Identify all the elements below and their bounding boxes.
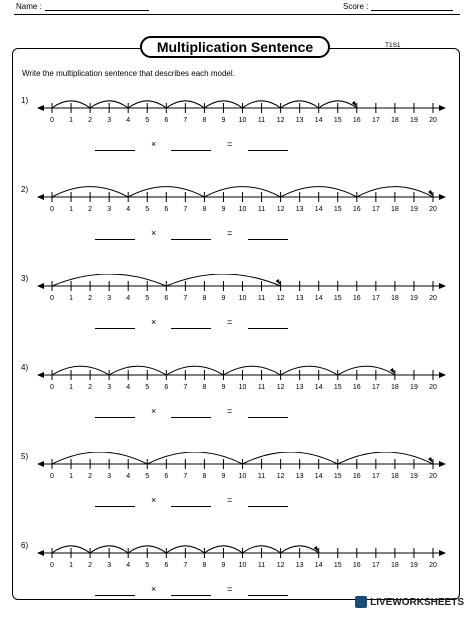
tick-label: 6 bbox=[164, 473, 169, 480]
arrow-right-icon bbox=[439, 372, 446, 378]
name-label: Name : bbox=[16, 2, 42, 11]
tick-label: 6 bbox=[164, 206, 169, 213]
tick-label: 15 bbox=[333, 562, 342, 569]
tick-label: 13 bbox=[295, 562, 304, 569]
tick-label: 4 bbox=[126, 117, 131, 124]
tick-label: 10 bbox=[238, 384, 247, 391]
tick-label: 8 bbox=[202, 473, 207, 480]
arrow-right-icon bbox=[439, 283, 446, 289]
tick-label: 7 bbox=[183, 473, 188, 480]
factor-1-blank[interactable] bbox=[95, 585, 135, 596]
tick-label: 0 bbox=[50, 562, 54, 569]
number-line bbox=[0, 185, 474, 219]
tick-label: 15 bbox=[333, 206, 342, 213]
tick-label: 4 bbox=[126, 473, 131, 480]
tick-label: 1 bbox=[69, 206, 74, 213]
times-sign: × bbox=[151, 584, 157, 594]
factor-1-blank[interactable] bbox=[95, 496, 135, 507]
equals-sign: = bbox=[227, 406, 233, 416]
equals-sign: = bbox=[227, 584, 233, 594]
factor-1-blank[interactable] bbox=[95, 140, 135, 151]
tick-label: 12 bbox=[276, 206, 285, 213]
tick-label: 9 bbox=[221, 206, 226, 213]
tick-label: 18 bbox=[391, 473, 399, 480]
problem-number: 2) bbox=[21, 185, 29, 194]
tick-label: 14 bbox=[314, 117, 323, 124]
factor-1-blank[interactable] bbox=[95, 229, 135, 240]
hop-arc bbox=[166, 366, 223, 375]
tick-label: 2 bbox=[88, 295, 93, 302]
tick-label: 20 bbox=[429, 562, 437, 569]
tick-label: 3 bbox=[107, 206, 112, 213]
tick-label: 13 bbox=[295, 384, 304, 391]
problem-2 bbox=[0, 185, 474, 265]
equals-sign: = bbox=[227, 139, 233, 149]
arrow-right-icon bbox=[439, 550, 446, 556]
tick-label: 20 bbox=[429, 384, 437, 391]
tick-label: 7 bbox=[183, 562, 188, 569]
tick-label: 3 bbox=[107, 562, 112, 569]
tick-label: 9 bbox=[221, 473, 226, 480]
score-label: Score : bbox=[343, 2, 369, 11]
tick-label: 2 bbox=[88, 562, 93, 569]
tick-label: 7 bbox=[183, 384, 188, 391]
tick-label: 2 bbox=[88, 117, 93, 124]
tick-label: 17 bbox=[371, 384, 380, 391]
tick-label: 2 bbox=[88, 473, 93, 480]
tick-label: 14 bbox=[314, 295, 323, 302]
tick-label: 3 bbox=[107, 117, 112, 124]
tick-label: 1 bbox=[69, 473, 74, 480]
tick-label: 1 bbox=[69, 562, 74, 569]
tick-label: 20 bbox=[429, 473, 437, 480]
factor-2-blank[interactable] bbox=[171, 407, 211, 418]
answer-row bbox=[0, 496, 474, 508]
hop-arc bbox=[243, 452, 338, 464]
arrow-right-icon bbox=[439, 461, 446, 467]
tick-label: 19 bbox=[410, 117, 418, 124]
tick-label: 3 bbox=[107, 384, 112, 391]
tick-label: 19 bbox=[410, 562, 418, 569]
tick-label: 20 bbox=[429, 206, 437, 213]
factor-2-blank[interactable] bbox=[171, 318, 211, 329]
tick-label: 13 bbox=[295, 295, 304, 302]
tick-label: 16 bbox=[352, 206, 361, 213]
equals-sign: = bbox=[227, 317, 233, 327]
tick-label: 17 bbox=[371, 562, 380, 569]
tick-label: 13 bbox=[295, 206, 304, 213]
tick-label: 5 bbox=[145, 117, 150, 124]
problem-number: 1) bbox=[21, 96, 29, 105]
tick-label: 9 bbox=[221, 117, 226, 124]
product-blank[interactable] bbox=[248, 140, 288, 151]
tick-label: 10 bbox=[238, 117, 247, 124]
tick-label: 14 bbox=[314, 384, 323, 391]
tick-label: 12 bbox=[276, 384, 285, 391]
arrow-left-icon bbox=[37, 194, 44, 200]
tick-label: 1 bbox=[69, 295, 74, 302]
factor-2-blank[interactable] bbox=[171, 140, 211, 151]
tick-label: 18 bbox=[391, 384, 399, 391]
tick-label: 19 bbox=[410, 295, 418, 302]
answer-row bbox=[0, 407, 474, 419]
tick-label: 11 bbox=[257, 295, 266, 302]
tick-label: 13 bbox=[295, 117, 304, 124]
product-blank[interactable] bbox=[248, 496, 288, 507]
tick-label: 18 bbox=[391, 562, 399, 569]
tick-label: 3 bbox=[107, 295, 112, 302]
name-field bbox=[16, 2, 149, 11]
product-blank[interactable] bbox=[248, 318, 288, 329]
hop-arc bbox=[338, 366, 395, 375]
tick-label: 10 bbox=[238, 206, 247, 213]
tick-label: 9 bbox=[221, 562, 226, 569]
arrow-left-icon bbox=[37, 461, 44, 467]
product-blank[interactable] bbox=[248, 229, 288, 240]
times-sign: × bbox=[151, 495, 157, 505]
factor-2-blank[interactable] bbox=[171, 229, 211, 240]
tick-label: 2 bbox=[88, 206, 93, 213]
tick-label: 9 bbox=[221, 295, 226, 302]
tick-label: 16 bbox=[352, 473, 361, 480]
hop-arc bbox=[52, 452, 147, 464]
problem-4 bbox=[0, 363, 474, 443]
tick-label: 14 bbox=[314, 473, 323, 480]
instructions: Write the multiplication sentence that describes each model. bbox=[22, 69, 235, 78]
tick-label: 8 bbox=[202, 562, 207, 569]
hop-arc bbox=[52, 366, 109, 375]
arrow-left-icon bbox=[37, 372, 44, 378]
tick-label: 5 bbox=[145, 206, 150, 213]
tick-label: 16 bbox=[352, 384, 361, 391]
tick-label: 5 bbox=[145, 384, 150, 391]
tick-label: 10 bbox=[238, 295, 247, 302]
tick-label: 18 bbox=[391, 206, 399, 213]
tick-label: 5 bbox=[145, 473, 150, 480]
arrow-right-icon bbox=[439, 105, 446, 111]
tick-label: 14 bbox=[314, 206, 323, 213]
product-blank[interactable] bbox=[248, 407, 288, 418]
problem-3 bbox=[0, 274, 474, 354]
tick-label: 0 bbox=[50, 295, 54, 302]
problem-number: 6) bbox=[21, 541, 29, 550]
tick-label: 2 bbox=[88, 384, 93, 391]
times-sign: × bbox=[151, 406, 157, 416]
tick-label: 14 bbox=[314, 562, 323, 569]
times-sign: × bbox=[151, 228, 157, 238]
hop-arc bbox=[281, 366, 338, 375]
problem-number: 3) bbox=[21, 274, 29, 283]
tick-label: 11 bbox=[257, 117, 266, 124]
problem-6 bbox=[0, 541, 474, 621]
times-sign: × bbox=[151, 139, 157, 149]
factor-2-blank[interactable] bbox=[171, 585, 211, 596]
footer-brand bbox=[355, 596, 464, 608]
equals-sign: = bbox=[227, 228, 233, 238]
tick-label: 10 bbox=[238, 562, 247, 569]
tick-label: 19 bbox=[410, 384, 418, 391]
hop-arc bbox=[109, 366, 166, 375]
tick-label: 0 bbox=[50, 473, 54, 480]
tick-label: 19 bbox=[410, 473, 418, 480]
tick-label: 15 bbox=[333, 117, 342, 124]
score-line bbox=[371, 2, 453, 11]
tick-label: 16 bbox=[352, 562, 361, 569]
tick-label: 15 bbox=[333, 384, 342, 391]
tick-label: 7 bbox=[183, 117, 188, 124]
tick-label: 20 bbox=[429, 117, 437, 124]
factor-1-blank[interactable] bbox=[95, 407, 135, 418]
tick-label: 11 bbox=[257, 384, 266, 391]
tick-label: 4 bbox=[126, 295, 131, 302]
tick-label: 6 bbox=[164, 117, 169, 124]
tick-label: 15 bbox=[333, 473, 342, 480]
problem-1 bbox=[0, 96, 474, 176]
tick-label: 13 bbox=[295, 473, 304, 480]
number-line bbox=[0, 274, 474, 308]
hop-arc bbox=[147, 452, 242, 464]
tick-label: 8 bbox=[202, 295, 207, 302]
tick-label: 12 bbox=[276, 295, 285, 302]
tick-label: 3 bbox=[107, 473, 112, 480]
number-line bbox=[0, 96, 474, 130]
tick-label: 16 bbox=[352, 117, 361, 124]
arrow-left-icon bbox=[37, 550, 44, 556]
tick-label: 6 bbox=[164, 562, 169, 569]
tick-label: 11 bbox=[257, 206, 266, 213]
answer-row bbox=[0, 318, 474, 330]
tick-label: 8 bbox=[202, 117, 207, 124]
factor-1-blank[interactable] bbox=[95, 318, 135, 329]
tick-label: 17 bbox=[371, 117, 380, 124]
tick-label: 0 bbox=[50, 384, 54, 391]
tick-label: 17 bbox=[371, 295, 380, 302]
worksheet-title: Multiplication Sentence bbox=[140, 36, 330, 58]
liveworksheets-logo-icon bbox=[355, 596, 367, 608]
arrow-right-icon bbox=[439, 194, 446, 200]
tick-label: 7 bbox=[183, 295, 188, 302]
header-rule bbox=[14, 14, 460, 15]
tick-label: 17 bbox=[371, 206, 380, 213]
number-line bbox=[0, 452, 474, 486]
name-line bbox=[45, 2, 149, 11]
times-sign: × bbox=[151, 317, 157, 327]
tick-label: 5 bbox=[145, 562, 150, 569]
tick-label: 11 bbox=[257, 562, 266, 569]
tick-label: 6 bbox=[164, 295, 169, 302]
tick-label: 6 bbox=[164, 384, 169, 391]
tick-label: 0 bbox=[50, 206, 54, 213]
tick-label: 0 bbox=[50, 117, 54, 124]
score-field bbox=[343, 2, 453, 11]
tick-label: 12 bbox=[276, 473, 285, 480]
tick-label: 9 bbox=[221, 384, 226, 391]
tick-label: 12 bbox=[276, 117, 285, 124]
number-line bbox=[0, 363, 474, 397]
tick-label: 16 bbox=[352, 295, 361, 302]
tick-label: 8 bbox=[202, 384, 207, 391]
tick-label: 4 bbox=[126, 206, 131, 213]
number-line bbox=[0, 541, 474, 575]
product-blank[interactable] bbox=[248, 585, 288, 596]
tick-label: 11 bbox=[257, 473, 266, 480]
equals-sign: = bbox=[227, 495, 233, 505]
answer-row bbox=[0, 229, 474, 241]
tick-label: 1 bbox=[69, 384, 74, 391]
footer-brand-text: LIVEWORKSHEETS bbox=[370, 596, 464, 608]
tick-label: 19 bbox=[410, 206, 418, 213]
hop-arc bbox=[223, 366, 280, 375]
tick-label: 1 bbox=[69, 117, 74, 124]
tick-label: 18 bbox=[391, 117, 399, 124]
hop-arc bbox=[338, 452, 433, 464]
arrow-left-icon bbox=[37, 283, 44, 289]
tick-label: 5 bbox=[145, 295, 150, 302]
tick-label: 4 bbox=[126, 384, 131, 391]
worksheet-code: T1S1 bbox=[385, 42, 401, 49]
problem-number: 4) bbox=[21, 363, 29, 372]
tick-label: 20 bbox=[429, 295, 437, 302]
tick-label: 8 bbox=[202, 206, 207, 213]
problem-5 bbox=[0, 452, 474, 532]
tick-label: 12 bbox=[276, 562, 285, 569]
tick-label: 15 bbox=[333, 295, 342, 302]
tick-label: 4 bbox=[126, 562, 131, 569]
tick-label: 10 bbox=[238, 473, 247, 480]
tick-label: 7 bbox=[183, 206, 188, 213]
tick-label: 17 bbox=[371, 473, 380, 480]
arrow-left-icon bbox=[37, 105, 44, 111]
factor-2-blank[interactable] bbox=[171, 496, 211, 507]
tick-label: 18 bbox=[391, 295, 399, 302]
answer-row bbox=[0, 140, 474, 152]
problem-number: 5) bbox=[21, 452, 29, 461]
